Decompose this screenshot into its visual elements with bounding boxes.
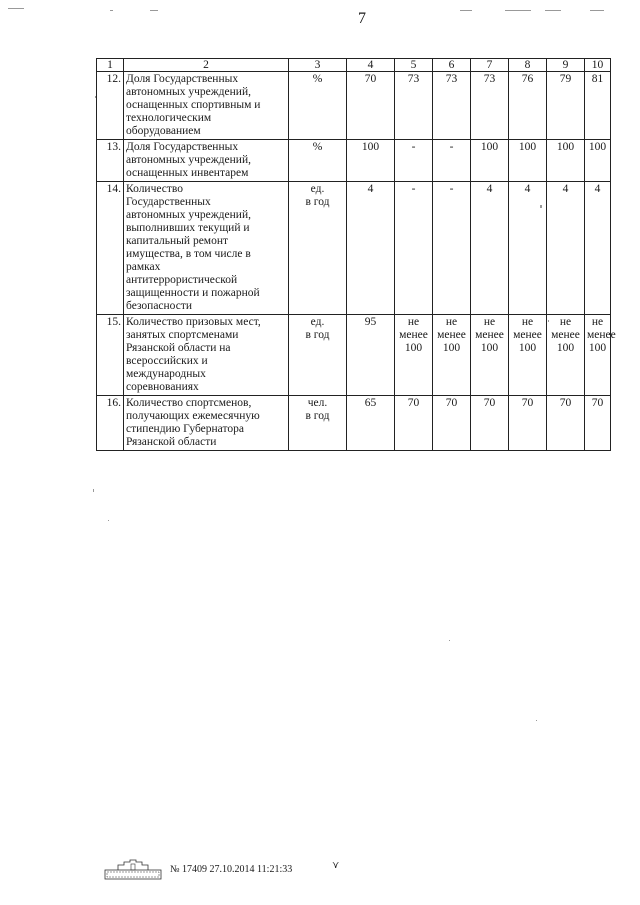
value-cell: [471, 396, 509, 451]
indicator-name-line: Доля Государственных: [126, 73, 239, 85]
page-number: 7: [358, 10, 366, 27]
indicator-name-line: Государственных: [126, 196, 211, 208]
value-line: не: [445, 316, 458, 328]
value-line: 100: [556, 141, 575, 153]
row-number: 14.: [97, 182, 124, 315]
value-cell: [509, 72, 547, 140]
indicator-name-line: получающих ежемесячную: [126, 410, 260, 422]
value-cell: [347, 72, 395, 140]
row-number: 12.: [97, 72, 124, 140]
indicator-name-line: автономных учреждений,: [126, 86, 251, 98]
indicator-name-line: Доля Государственных: [126, 141, 239, 153]
indicator-name-line: Количество: [126, 183, 183, 195]
indicator-name-line: защищенности и пожарной: [126, 287, 260, 299]
value-line: -: [411, 183, 416, 195]
value-line: 100: [442, 342, 461, 354]
value-line: -: [411, 141, 416, 153]
value-cell: [547, 396, 585, 451]
value-cell: [395, 315, 433, 396]
indicator-name-line: оснащенных спортивным и: [126, 99, 261, 111]
value-line: 65: [364, 397, 377, 409]
table-row: [97, 315, 611, 396]
value-cell: [347, 140, 395, 182]
unit-cell: [289, 182, 347, 315]
indicator-name-line: рамках: [126, 261, 161, 273]
value-line: 100: [404, 342, 423, 354]
value-line: 100: [361, 141, 380, 153]
row-number: 16.: [97, 396, 124, 451]
value-cell: [585, 72, 611, 140]
indicators-table: [96, 58, 616, 451]
value-cell: [547, 182, 585, 315]
indicator-name-line: Рязанской области на: [126, 342, 231, 354]
value-cell: [585, 140, 611, 182]
value-line: не: [559, 316, 572, 328]
indicator-name-line: технологическим: [126, 112, 212, 124]
column-header: 9: [547, 59, 585, 72]
registration-footer: [104, 858, 292, 880]
indicator-name-line: антитеррористической: [126, 274, 238, 286]
value-line: 70: [407, 397, 420, 409]
value-line: менее: [475, 329, 504, 341]
value-line: 81: [591, 73, 604, 85]
indicator-name-line: выполнивших текущий и: [126, 222, 250, 234]
column-header: 8: [509, 59, 547, 72]
indicator-name-line: оборудованием: [126, 125, 201, 137]
value-line: не: [407, 316, 420, 328]
value-cell: [433, 72, 471, 140]
value-line: 73: [445, 73, 458, 85]
indicator-name: [124, 315, 289, 396]
value-line: 100: [556, 342, 575, 354]
value-cell: [509, 315, 547, 396]
indicator-name: [124, 72, 289, 140]
value-cell: [433, 315, 471, 396]
value-line: не: [591, 316, 604, 328]
value-line: -: [449, 183, 454, 195]
table-row: [97, 140, 611, 182]
column-header: 5: [395, 59, 433, 72]
indicator-name-line: Количество спортсменов,: [126, 397, 252, 409]
value-cell: [471, 182, 509, 315]
value-cell: [471, 315, 509, 396]
value-cell: [547, 72, 585, 140]
indicator-name-line: международных: [126, 368, 206, 380]
value-cell: [547, 140, 585, 182]
value-cell: [471, 140, 509, 182]
value-line: 4: [367, 183, 374, 195]
unit-line: в год: [305, 410, 330, 422]
unit-cell: [289, 140, 347, 182]
column-header: 10: [585, 59, 611, 72]
value-line: -: [449, 141, 454, 153]
value-line: менее: [399, 329, 428, 341]
indicator-name-line: автономных учреждений,: [126, 209, 251, 221]
value-line: менее: [551, 329, 580, 341]
unit-line: в год: [305, 329, 330, 341]
indicator-name-line: соревнованиях: [126, 381, 199, 393]
unit-line: чел.: [307, 397, 328, 409]
value-line: не: [483, 316, 496, 328]
checkmark-icon: ⋎: [332, 860, 340, 871]
unit-cell: [289, 315, 347, 396]
value-line: 73: [407, 73, 420, 85]
indicator-name-line: всероссийских и: [126, 355, 208, 367]
value-line: 70: [521, 397, 534, 409]
unit-line: %: [312, 141, 323, 153]
unit-cell: [289, 396, 347, 451]
value-cell: [395, 396, 433, 451]
value-line: 4: [594, 183, 601, 195]
column-header: 2: [124, 59, 289, 72]
value-line: 4: [524, 183, 531, 195]
value-line: 70: [445, 397, 458, 409]
column-header: 1: [97, 59, 124, 72]
table-row: [97, 182, 611, 315]
value-line: 70: [591, 397, 604, 409]
indicator-name-line: безопасности: [126, 300, 193, 312]
value-cell: [547, 315, 585, 396]
value-cell: [471, 72, 509, 140]
value-line: 76: [521, 73, 534, 85]
unit-line: %: [312, 73, 323, 85]
indicator-name: [124, 140, 289, 182]
value-line: 70: [483, 397, 496, 409]
indicator-name-line: автономных учреждений,: [126, 154, 251, 166]
indicator-name-line: стипендию Губернатора: [126, 423, 244, 435]
value-cell: [395, 140, 433, 182]
value-line: 100: [480, 342, 499, 354]
value-line: менее: [513, 329, 542, 341]
indicator-name-line: имущества, в том числе в: [126, 248, 251, 260]
unit-line: ед.: [310, 316, 325, 328]
value-cell: [585, 182, 611, 315]
value-line: менее: [587, 329, 616, 341]
indicator-name-line: капитальный ремонт: [126, 235, 229, 247]
indicator-name-line: оснащенных инвентарем: [126, 167, 249, 179]
unit-line: ед.: [310, 183, 325, 195]
value-line: 95: [364, 316, 377, 328]
table-row: [97, 72, 611, 140]
value-line: 100: [518, 141, 537, 153]
value-line: 4: [562, 183, 569, 195]
value-cell: [347, 182, 395, 315]
table-row: [97, 396, 611, 451]
value-line: 100: [588, 141, 607, 153]
value-cell: [585, 315, 616, 396]
value-cell: [433, 140, 471, 182]
value-cell: [509, 182, 547, 315]
value-line: не: [521, 316, 534, 328]
value-line: 100: [588, 342, 607, 354]
column-header: 7: [471, 59, 509, 72]
row-number: 13.: [97, 140, 124, 182]
header-row: [97, 59, 611, 72]
value-cell: [395, 72, 433, 140]
value-cell: [347, 396, 395, 451]
indicator-name-line: занятых спортсменами: [126, 329, 239, 341]
indicator-name: [124, 182, 289, 315]
indicator-name: [124, 396, 289, 451]
value-line: 100: [480, 141, 499, 153]
value-cell: [585, 396, 611, 451]
value-cell: [509, 140, 547, 182]
indicator-name-line: Количество призовых мест,: [126, 316, 261, 328]
unit-line: в год: [305, 196, 330, 208]
indicator-name-line: Рязанской области: [126, 436, 217, 448]
registration-stamp-icon: [104, 858, 162, 880]
unit-cell: [289, 72, 347, 140]
value-cell: [433, 396, 471, 451]
column-header: 6: [433, 59, 471, 72]
registration-number: № 17409 27.10.2014 11:21:33: [170, 863, 293, 875]
value-line: 79: [559, 73, 572, 85]
value-line: 73: [483, 73, 496, 85]
value-line: 100: [518, 342, 537, 354]
column-header: 3: [289, 59, 347, 72]
value-cell: [395, 182, 433, 315]
value-line: 70: [559, 397, 572, 409]
value-cell: [509, 396, 547, 451]
value-cell: [433, 182, 471, 315]
row-number: 15.: [97, 315, 124, 396]
value-line: 4: [486, 183, 493, 195]
value-line: 70: [364, 73, 377, 85]
value-cell: [347, 315, 395, 396]
value-line: менее: [437, 329, 466, 341]
column-header: 4: [347, 59, 395, 72]
